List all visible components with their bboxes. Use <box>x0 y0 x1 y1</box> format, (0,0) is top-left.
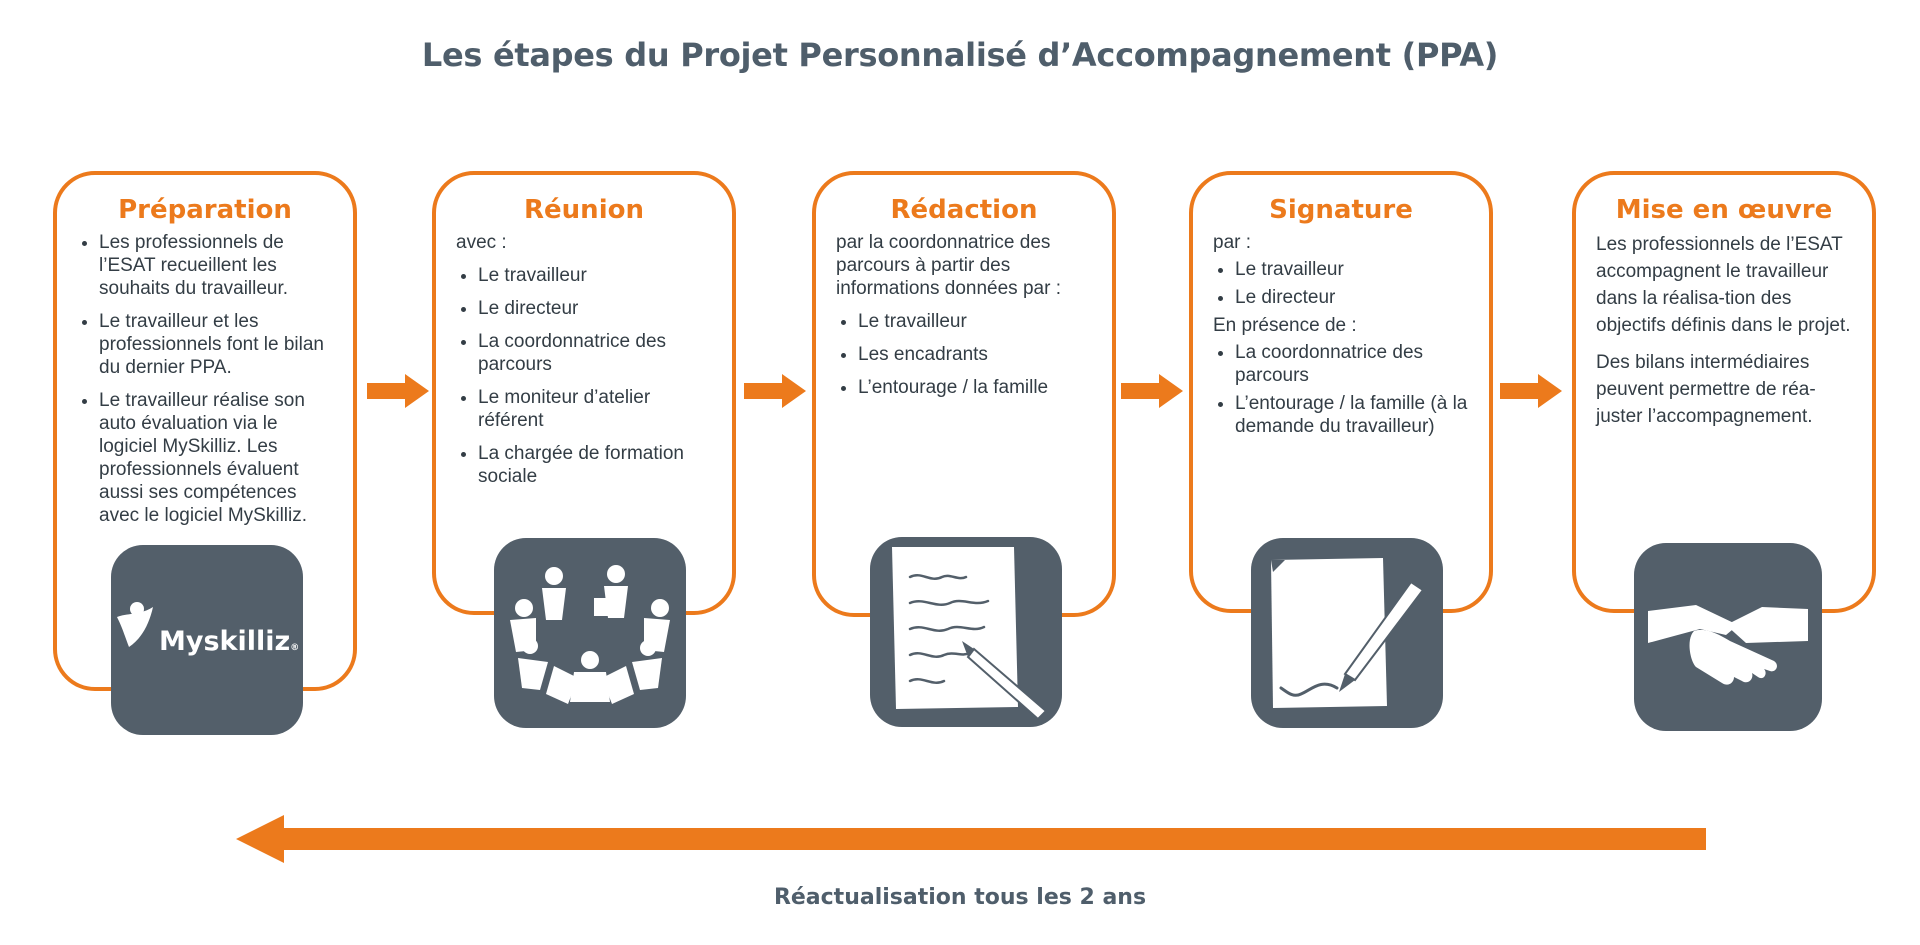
meeting-people-icon <box>494 538 686 728</box>
arrow-right-icon <box>1500 374 1562 408</box>
step-bullet-list <box>1213 258 1469 309</box>
list-item: • Le travailleur réalise son auto évaluation via le logiciel MySkilliz. Les professionnels évaluent aussi ses compétences avec le logiciel MySkilliz. <box>99 389 333 527</box>
myskilliz-logo-icon <box>111 545 303 735</box>
step-bullet-list-secondary <box>1213 341 1469 438</box>
list-item: • Les encadrants <box>858 343 1092 366</box>
list-item: • Le travailleur <box>478 264 712 287</box>
list-item: • Les professionnels de l’ESAT recueillent les souhaits du travailleur. <box>99 231 333 300</box>
step-body <box>816 225 1112 399</box>
handshake-icon <box>1634 543 1822 731</box>
step-body <box>1576 225 1872 430</box>
step-body <box>436 225 732 488</box>
list-item: • La chargée de formation sociale <box>478 442 712 488</box>
arrow-right-icon <box>744 374 806 408</box>
arrow-right-icon <box>367 374 429 408</box>
signing-pen-icon <box>1251 538 1443 728</box>
document-pen-icon <box>870 537 1062 727</box>
step-intro: par la coordonnatrice des parcours à partir des informations données par : <box>836 232 1061 299</box>
logo-text: Myskilliz® <box>159 626 300 657</box>
step-body <box>1193 225 1489 438</box>
step-bullet-list <box>77 231 333 527</box>
step-bullet-list <box>456 264 712 488</box>
list-item: • Le directeur <box>478 297 712 320</box>
list-item: • Le travailleur <box>858 310 1092 333</box>
step-heading: Mise en œuvre <box>1615 195 1833 225</box>
footer-caption: Réactualisation tous les 2 ans <box>773 885 1147 910</box>
list-item: • Le travailleur <box>1235 258 1469 281</box>
list-item: • Le moniteur d’atelier référent <box>478 386 712 432</box>
list-item: • La coordonnatrice des parcours <box>478 330 712 376</box>
step-paragraph: Les professionnels de l’ESAT accompagnent le travailleur dans la réalisa-tion des objectifs définis dans le projet. <box>1596 234 1851 336</box>
step-heading: Préparation <box>118 195 292 225</box>
step-paragraph: Des bilans intermédiaires peuvent permettre de réa-juster l’accompagnement. <box>1596 352 1816 427</box>
step-intro-secondary: En présence de : <box>1213 315 1357 336</box>
step-intro: par : <box>1213 232 1252 253</box>
list-item: • Le travailleur et les professionnels font le bilan du dernier PPA. <box>99 310 333 379</box>
list-item: • Le directeur <box>1235 286 1469 309</box>
arrow-right-icon <box>1121 374 1183 408</box>
list-item: • L’entourage / la famille <box>858 376 1092 399</box>
return-arrow-icon <box>236 815 1706 863</box>
page-title: Les étapes du Projet Personnalisé d’Accompagnement (PPA) <box>421 36 1499 74</box>
step-bullet-list <box>836 310 1092 399</box>
step-heading: Réunion <box>524 195 644 225</box>
step-heading: Signature <box>1269 195 1413 225</box>
step-body <box>57 225 353 527</box>
step-heading: Rédaction <box>890 195 1038 225</box>
list-item: • La coordonnatrice des parcours <box>1235 341 1469 387</box>
step-intro: avec : <box>456 232 507 253</box>
list-item: • L’entourage / la famille (à la demande du travailleur) <box>1235 392 1469 438</box>
